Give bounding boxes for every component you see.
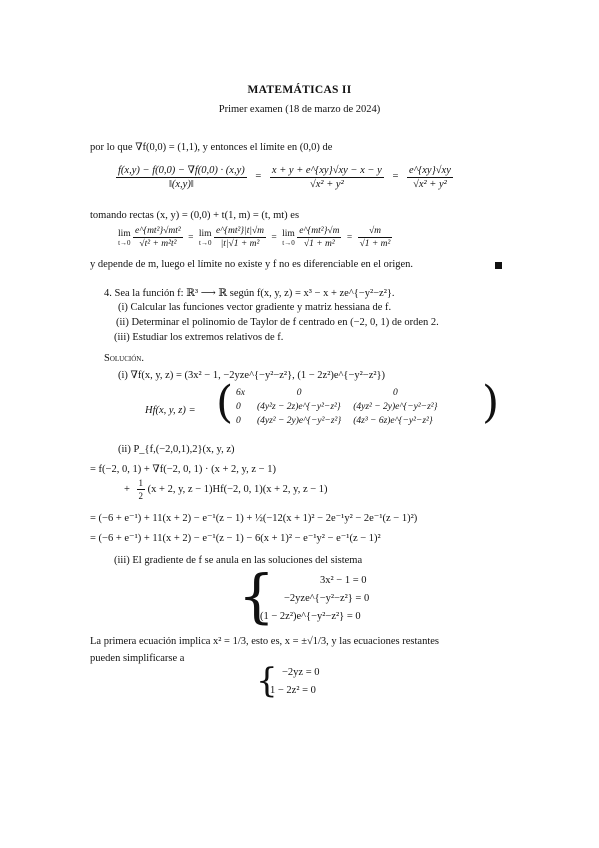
fraction-1	[116, 164, 247, 190]
first-equation-text-2: pueden simplificarse a	[90, 653, 185, 664]
limit-expression	[116, 164, 453, 190]
problem-4-statement: 4. Sea la función f: ℝ³ ⟶ ℝ según f(x, y, z) = x³ − x + ze^{−y²−z²}.	[104, 288, 395, 299]
fraction-3	[407, 165, 453, 190]
lim-operator	[282, 229, 295, 247]
equals-sign: =	[255, 171, 262, 183]
fraction-2-numerator: x + y + e^{xy}√xy − x − y	[271, 164, 382, 176]
intro-line: por lo que ∇f(0,0) = (1,1), y entonces el límite en (0,0) de	[90, 142, 333, 153]
lim-fraction-2	[214, 226, 266, 249]
lim-fraction-1-denominator: √t² + m²t²	[139, 239, 177, 249]
solution-heading: Solución.	[104, 353, 144, 364]
lim-label: lim	[198, 228, 212, 239]
problem-4-item-iii: (iii) Estudiar los extremos relativos de f.	[114, 332, 284, 343]
hessian-row	[230, 386, 443, 400]
lim-fraction-3-numerator: e^{mt²}√m	[299, 226, 340, 236]
taylor-line-2: + $\frac{1}{2}$ (x + 2, y, z − 1)Hf(−2, 0, 1)(x + 2, y, z − 1)	[124, 478, 328, 501]
lim-subscript: t→0	[282, 238, 295, 247]
fraction-2-denominator: √x² + y²	[310, 178, 344, 190]
hessian-cell: 0	[392, 388, 398, 398]
lim-operator	[118, 229, 131, 247]
hessian-cell: (4yz² − 2y)e^{−y²−z²}	[256, 416, 342, 426]
fraction-2	[270, 165, 384, 190]
lim-label: lim	[282, 228, 295, 239]
fraction-3-denominator: √x² + y²	[413, 178, 447, 190]
gradient-zero-text: (iii) El gradiente de f se anula en las soluciones del sistema	[114, 555, 363, 566]
problem-4-item-ii: (ii) Determinar el polinomio de Taylor de f centrado en (−2, 0, 1) de orden 2.	[116, 317, 439, 328]
hessian-cell: (4y²z − 2z)e^{−y²−z²}	[256, 402, 341, 412]
qed-symbol	[495, 262, 502, 269]
hessian-cell: 0	[296, 388, 302, 398]
conclusion-line: y depende de m, luego el límite no existe y f no es diferenciable en el origen.	[90, 259, 414, 270]
fraction-1-numerator: f(x,y) − f(0,0) − ∇f(0,0) · (x,y)	[118, 165, 245, 176]
system-1-eq: (1 − 2z²)e^{−y²−z²} = 0	[260, 611, 361, 622]
limit-along-lines: lim t→0 $\frac{\text{e\textasciicircum{}\{mt²\}√mt²}}{\text{√t² + m²t²}}$ = lim t→0 $\frac{\text{e\textasciicircum{}\{mt²\}|t|√m}}{\text{|t|√1 + m²}}$ = lim t→0 $\frac{\text{e\textasciicircum{}\{mt²\}√m}}{\text{√1 + m²}}$ = $\frac{√m}{\text{√1 + m²}}$	[118, 226, 391, 249]
taylor-line-1: = f(−2, 0, 1) + ∇f(−2, 0, 1) · (x + 2, y, z − 1)	[90, 464, 276, 475]
hessian-cell: 6x	[236, 388, 245, 398]
lim-fraction-2-denominator: |t|√1 + m²	[220, 239, 260, 249]
lim-operator	[199, 229, 212, 247]
lim-label: lim	[118, 228, 131, 239]
hessian-label: Hf(x, y, z) =	[145, 405, 196, 416]
equals-sign: =	[392, 171, 399, 183]
taylor-line-4: = (−6 + e⁻¹) + 11(x + 2) − e⁻¹(z − 1) − 6(x + 1)² − e⁻¹y² − e⁻¹(z − 1)²	[90, 533, 381, 544]
lim-subscript: t→0	[118, 238, 131, 247]
lim-fraction-1-numerator: e^{mt²}√mt²	[135, 226, 181, 236]
system-1-eq: −2yze^{−y²−z²} = 0	[284, 593, 370, 604]
page-title: MATEMÁTICAS II	[247, 84, 352, 96]
taylor-line-2-text: (x + 2, y, z − 1)Hf(−2, 0, 1)(x + 2, y, z − 1)	[147, 483, 328, 495]
problem-4-item-i: (i) Calcular las funciones vector gradiente y matriz hessiana de f.	[118, 302, 392, 313]
lim-fraction-3-denominator: √1 + m²	[303, 239, 335, 249]
lim-fraction-4-denominator: √1 + m²	[359, 239, 391, 249]
first-equation-text: La primera ecuación implica x² = 1/3, esto es, x = ±√1/3, y las ecuaciones restantes	[90, 636, 439, 647]
exam-subtitle: Primer examen (18 de marzo de 2024)	[218, 104, 381, 115]
lim-fraction-2-numerator: e^{mt²}|t|√m	[215, 226, 265, 236]
lim-fraction-3	[297, 226, 341, 249]
hessian-row	[230, 414, 443, 428]
one-half-fraction: $\frac{1}{2}$	[138, 478, 144, 501]
left-brace: {	[256, 661, 278, 701]
hessian-cell: (4yz² − 2y)e^{−y²−z²}	[353, 402, 438, 412]
hessian-row	[230, 400, 443, 414]
system-1-eq: 3x² − 1 = 0	[320, 575, 367, 586]
lim-fraction-4-numerator: √m	[358, 226, 393, 238]
hessian-cell: 0	[236, 402, 241, 412]
right-paren: )	[482, 377, 500, 428]
left-paren: (	[216, 377, 234, 428]
fraction-1-denominator: ‖(x,y)‖	[168, 179, 194, 190]
lim-fraction-1	[133, 226, 183, 249]
lim-fraction-4	[358, 226, 393, 249]
taylor-label: (ii) P_{f,(−2,0,1),2}(x, y, z)	[118, 444, 235, 455]
lim-subscript: t→0	[199, 238, 212, 247]
system-2-eq: −2yz = 0	[282, 667, 320, 678]
taylor-line-3: = (−6 + e⁻¹) + 11(x + 2) − e⁻¹(z − 1) + ½(−12(x + 1)² − 2e⁻¹y² − 2e⁻¹(z − 1)²)	[90, 513, 418, 524]
hessian-table	[230, 386, 443, 428]
lines-text: tomando rectas (x, y) = (0,0) + t(1, m) = (t, mt) es	[90, 210, 300, 221]
fraction-3-numerator: e^{xy}√xy	[408, 164, 451, 176]
system-2-eq: 1 − 2z² = 0	[270, 685, 316, 696]
hessian-cell: (4z³ − 6z)e^{−y²−z²}	[353, 416, 433, 426]
hessian-cell: 0	[236, 416, 241, 426]
gradient-line: (i) ∇f(x, y, z) = (3x² − 1, −2yze^{−y²−z²}, (1 − 2z²)e^{−y²−z²})	[118, 370, 386, 381]
left-brace: {	[238, 562, 275, 630]
